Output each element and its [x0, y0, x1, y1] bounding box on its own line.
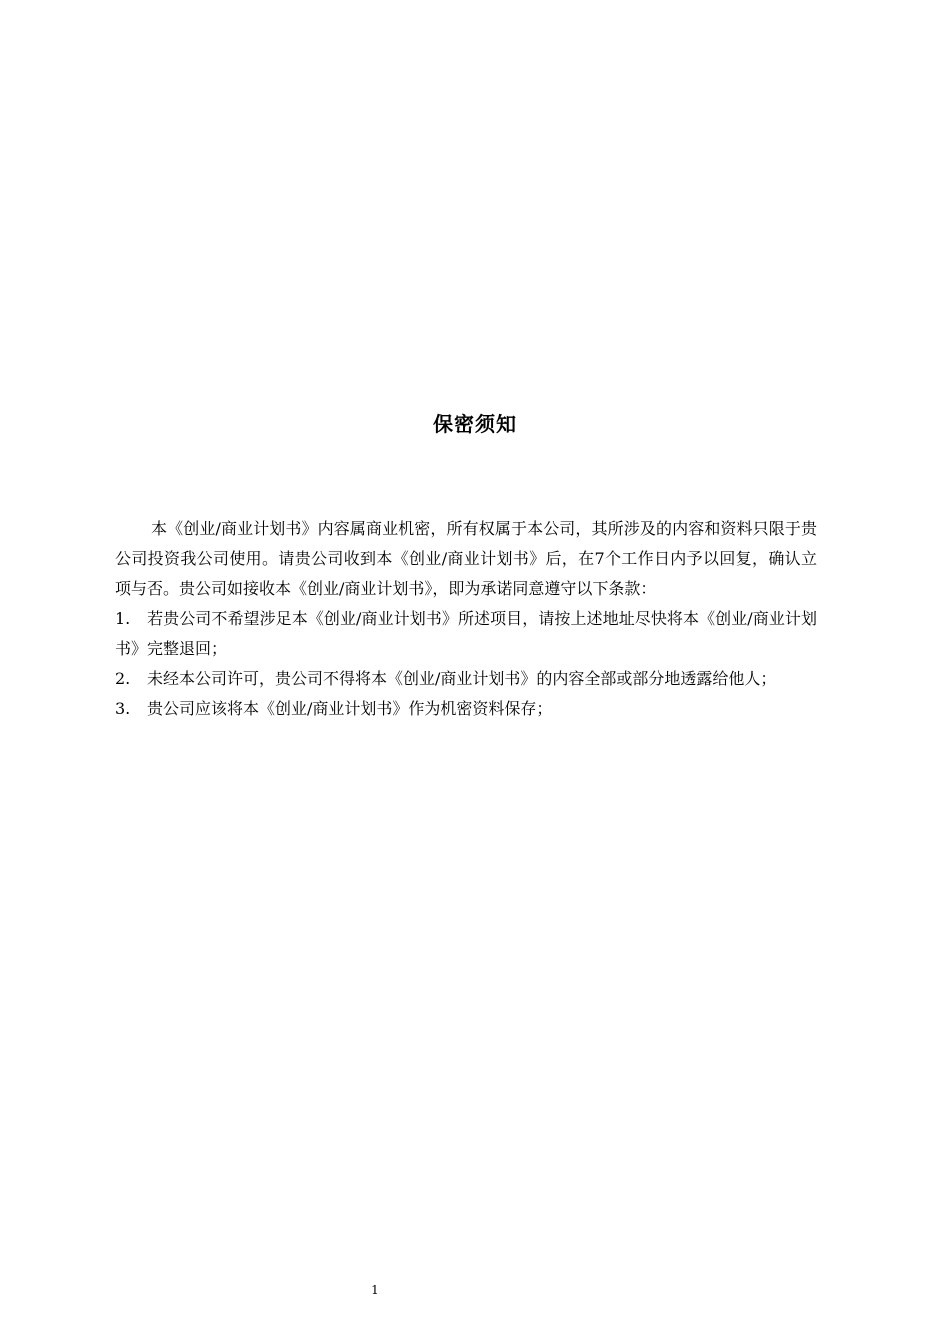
list-item-number: 3.	[115, 699, 131, 718]
list-item-text: 若贵公司不希望涉足本《创业/商业计划书》所述项目，请按上述地址尽快将本《创业/商业计划书》完整退回；	[115, 609, 817, 658]
list-item-text: 未经本公司许可，贵公司不得将本《创业/商业计划书》的内容全部或部分地透露给他人；	[147, 669, 777, 688]
page-number: 1	[371, 1283, 379, 1297]
page-title: 保密须知	[433, 412, 517, 436]
list-item-text: 贵公司应该将本《创业/商业计划书》作为机密资料保存；	[147, 699, 553, 718]
list-item	[115, 604, 817, 664]
list-item	[115, 664, 817, 694]
list-item-number: 2.	[115, 669, 131, 688]
intro-paragraph: 本《创业/商业计划书》内容属商业机密，所有权属于本公司，其所涉及的内容和资料只限于贵公司投资我公司使用。请贵公司收到本《创业/商业计划书》后，在7个工作日内予以回复，确认立项与否。贵公司如接收本《创业/商业计划书》，即为承诺同意遵守以下条款：	[115, 519, 817, 598]
list-item-number: 1.	[115, 609, 131, 628]
notice-body	[115, 514, 817, 724]
list-item	[115, 694, 817, 724]
